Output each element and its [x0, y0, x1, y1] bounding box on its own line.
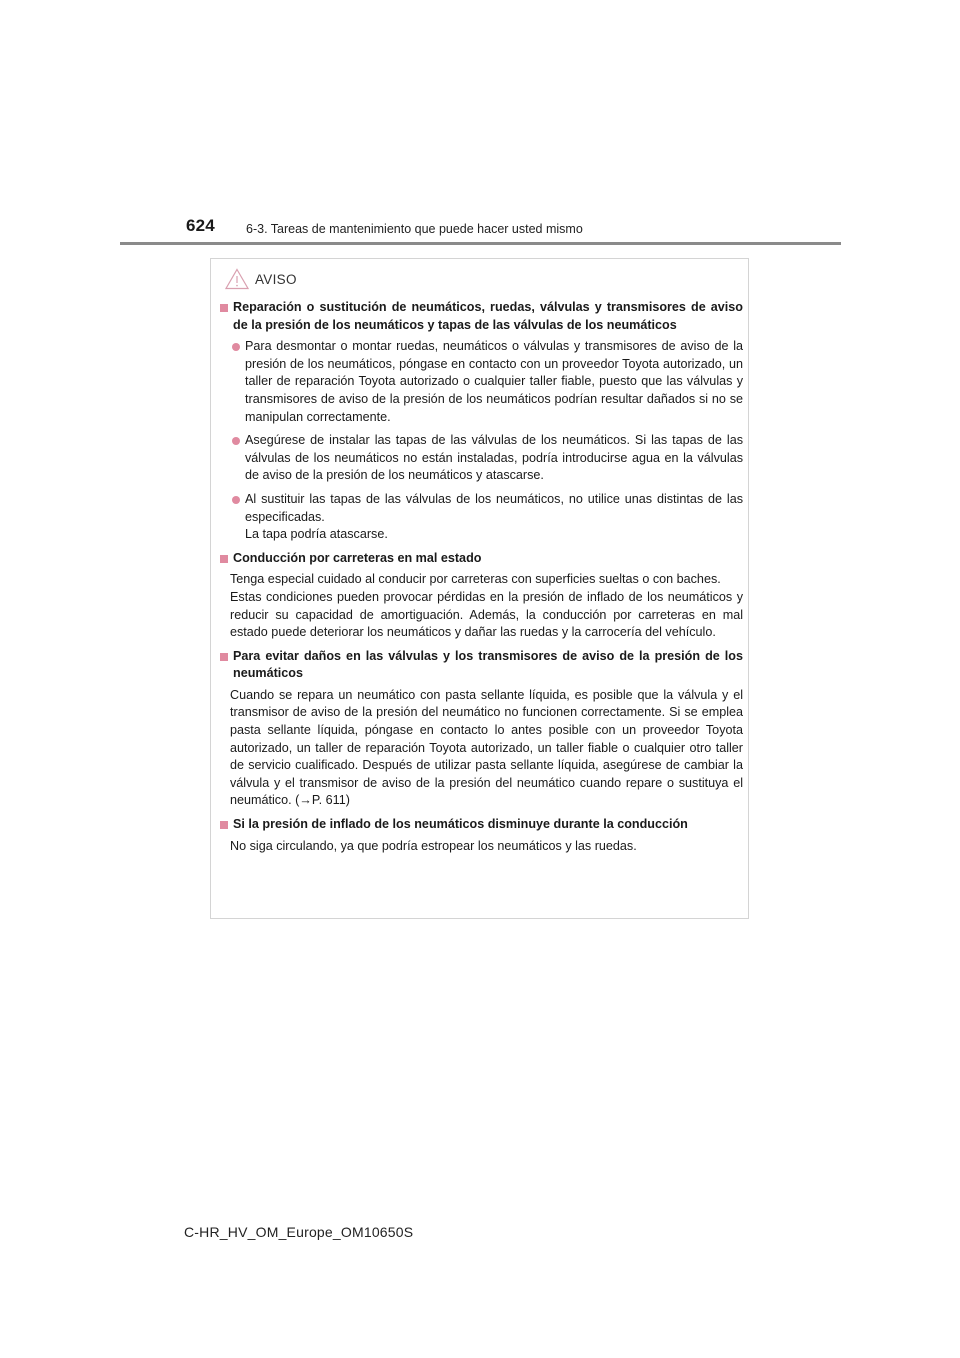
- paragraph: No siga circulando, ya que podría estropear los neumáticos y las ruedas.: [230, 838, 637, 853]
- topic-heading: Para evitar daños en las válvulas y los transmisores de aviso de la presión de los neumáticos: [217, 648, 743, 683]
- warning-content: [217, 299, 743, 861]
- list-item: Asegúrese de instalar las tapas de las válvulas de los neumáticos. Si las tapas de las válvulas de los neumáticos no están instaladas, podría introducirse agua en la válvulas de aviso de la presión de los neumáticos y atascarse.: [217, 432, 743, 485]
- list-item: Para desmontar o montar ruedas, neumáticos o válvulas y transmisores de aviso de la presión de los neumáticos, póngase en contacto con un proveedor Toyota autorizado, un taller de reparación Toyota autorizado o cualquier taller fiable, puesto que las válvulas y transmisores de aviso de la presión de los neumáticos podrían resultar dañados si no se manipulan correctamente.: [217, 338, 743, 426]
- warning-triangle-icon: [225, 268, 249, 290]
- topic-tire-repair: [217, 299, 743, 544]
- header-rule: [120, 242, 841, 245]
- topic-pressure-drop: [217, 816, 743, 855]
- topic-heading: Conducción por carreteras en mal estado: [217, 550, 743, 568]
- circle-bullet-icon: [232, 343, 240, 351]
- topic-heading: Si la presión de inflado de los neumáticos disminuye durante la conducción: [217, 816, 743, 834]
- paragraph: Cuando se repara un neumático con pasta sellante líquida, es posible que la válvula y el transmisor de aviso de la presión del neumático no funcionen correctamente. Si se emplea pasta sellante líquida, póngase en contacto lo antes posible con un proveedor Toyota autorizado, un taller de reparación Toyota autorizado, un taller fiable o cualquier otro taller de servicio cualificado. Después de utilizar pasta sellante líquida, asegúrese de cambiar la válvula y el transmisor de aviso de la presión del neumático cuando repare o sustituya el neumático. (→P. 611): [230, 687, 743, 808]
- square-bullet-icon: [220, 821, 228, 829]
- topic-heading: Reparación o sustitución de neumáticos, ruedas, válvulas y transmisores de aviso de la presión de los neumáticos y tapas de las válvulas de los neumáticos: [217, 299, 743, 334]
- square-bullet-icon: [220, 555, 228, 563]
- square-bullet-icon: [220, 653, 228, 661]
- warning-box: [210, 258, 749, 919]
- warning-label: AVISO: [255, 271, 297, 287]
- document-code: C-HR_HV_OM_Europe_OM10650S: [184, 1224, 414, 1240]
- topic-bad-roads: [217, 550, 743, 642]
- paragraph: Tenga especial cuidado al conducir por carreteras con superficies sueltas o con baches. Estas condiciones pueden provocar pérdidas en la presión de inflado de los neumáticos y reducir su capacidad de amortiguación. Además, la conducción por carreteras en mal estado puede deteriorar los neumáticos y dañar las ruedas y la carrocería del vehículo.: [230, 572, 743, 640]
- section-title: 6-3. Tareas de mantenimiento que puede hacer usted mismo: [246, 222, 583, 236]
- list-item: Al sustituir las tapas de las válvulas de los neumáticos, no utilice unas distintas de las especificadas. La tapa podría atascarse.: [217, 491, 743, 544]
- warning-header: [225, 266, 297, 292]
- page-number: 624: [186, 216, 215, 235]
- circle-bullet-icon: [232, 496, 240, 504]
- square-bullet-icon: [220, 304, 228, 312]
- topic-valve-damage: [217, 648, 743, 810]
- circle-bullet-icon: [232, 437, 240, 445]
